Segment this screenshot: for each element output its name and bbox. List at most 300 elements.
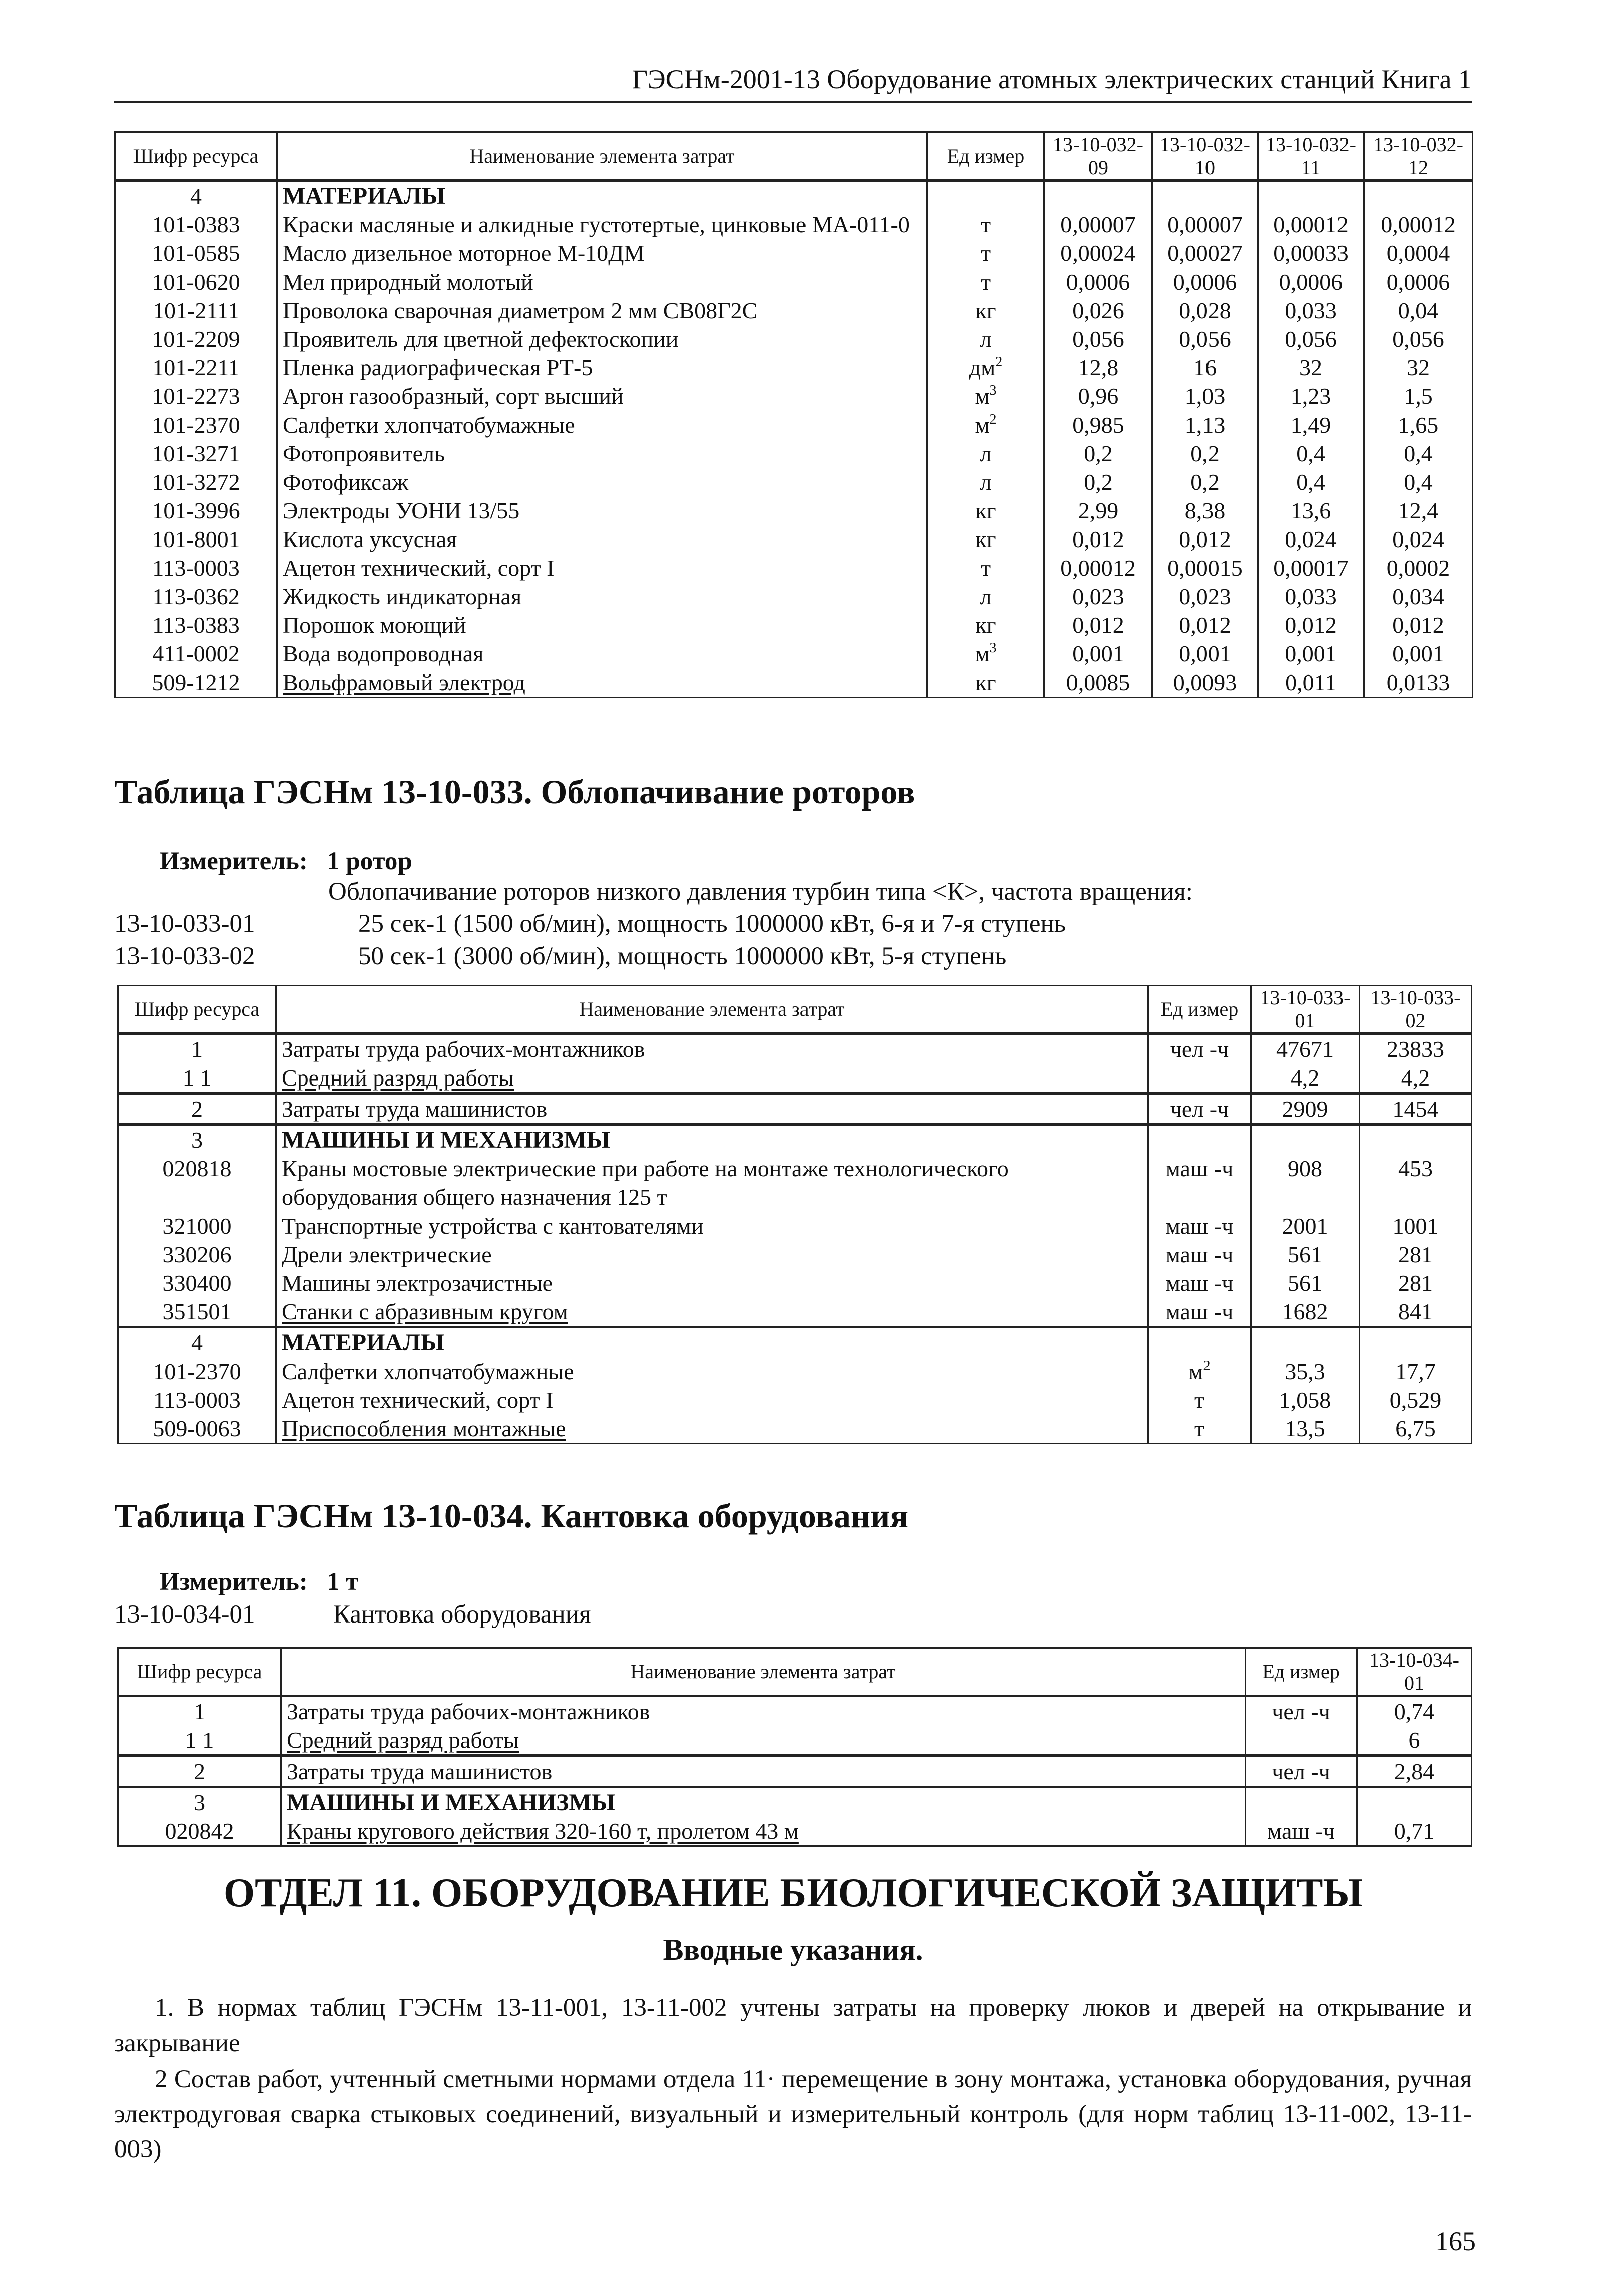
resource-code: 101-2273 — [115, 382, 277, 411]
column-header: 13-10-032-09 — [1044, 132, 1152, 181]
unit-text: чел -ч — [1272, 1759, 1330, 1784]
value-cell: 0,00033 — [1258, 239, 1364, 267]
column-header: Шифр ресурса — [118, 1648, 281, 1696]
unit-exponent: 2 — [989, 412, 997, 427]
unit-cell — [927, 439, 1044, 468]
unit-cell — [927, 239, 1044, 267]
unit-cell — [1246, 1756, 1357, 1787]
unit-cell — [927, 181, 1044, 211]
value-cell: 841 — [1360, 1297, 1472, 1327]
column-header: 13-10-032-10 — [1152, 132, 1258, 181]
meter-value: 1 т — [327, 1568, 359, 1596]
cost-element-name: Проявитель для цветной дефектоскопии — [277, 325, 927, 353]
value-cell: 0,2 — [1152, 468, 1258, 496]
unit-text: маш -ч — [1165, 1270, 1234, 1296]
column-header: Ед измер — [1246, 1648, 1357, 1696]
meter-label: Измеритель: — [160, 847, 308, 875]
column-header: Наименование элемента затрат — [277, 132, 927, 181]
table-row — [115, 611, 1473, 639]
table-row — [115, 353, 1473, 382]
cost-element-name: Дрели электрические — [276, 1240, 1148, 1269]
unit-text: маш -ч — [1165, 1299, 1234, 1324]
cost-element-name: МАТЕРИАЛЫ — [277, 181, 927, 211]
table-row — [115, 411, 1473, 439]
unit-cell — [927, 325, 1044, 353]
value-cell: 0,024 — [1258, 525, 1364, 554]
value-cell: 0,96 — [1044, 382, 1152, 411]
norm-description: Кантовка оборудования — [333, 1600, 591, 1629]
unit-text: т — [1194, 1387, 1205, 1413]
norm-line — [114, 940, 255, 972]
cost-element-name: МАШИНЫ И МЕХАНИЗМЫ — [276, 1125, 1148, 1155]
value-cell: 1,5 — [1364, 382, 1473, 411]
cost-element-name: Затраты труда машинистов — [281, 1756, 1246, 1787]
value-cell: 23833 — [1360, 1034, 1472, 1064]
table-034-meter — [160, 1567, 358, 1597]
column-header: Ед измер — [1148, 986, 1251, 1034]
resource-code: 113-0003 — [115, 554, 277, 582]
resource-code: 351501 — [118, 1297, 276, 1327]
unit-cell — [1148, 1211, 1251, 1240]
page-number: 165 — [1435, 2226, 1476, 2256]
column-header: Шифр ресурса — [118, 986, 276, 1034]
norm-code: 13-10-033-01 — [114, 910, 255, 938]
resource-code: 411-0002 — [115, 639, 277, 668]
table-row — [118, 1726, 1472, 1756]
unit-cell — [1246, 1787, 1357, 1817]
cost-element-name: Станки с абразивным кругом — [276, 1297, 1148, 1327]
unit-text: чел -ч — [1170, 1096, 1229, 1122]
value-cell: 0,0006 — [1044, 267, 1152, 296]
table-row — [115, 525, 1473, 554]
resource-code: 509-0063 — [118, 1414, 276, 1444]
value-cell: 0,4 — [1364, 468, 1473, 496]
value-cell: 2001 — [1251, 1211, 1360, 1240]
value-cell: 1001 — [1360, 1211, 1472, 1240]
cost-element-name: МАШИНЫ И МЕХАНИЗМЫ — [281, 1787, 1246, 1817]
table-row — [115, 382, 1473, 411]
unit-cell — [927, 267, 1044, 296]
resource-code: 101-3272 — [115, 468, 277, 496]
value-cell: 0,033 — [1258, 296, 1364, 325]
value-cell: 47671 — [1251, 1034, 1360, 1064]
header-row — [115, 132, 1473, 181]
unit-cell — [1148, 1386, 1251, 1414]
value-cell: 0,001 — [1044, 639, 1152, 668]
table-row — [118, 1094, 1472, 1125]
value-cell: 0,0006 — [1152, 267, 1258, 296]
resource-code: 101-2370 — [115, 411, 277, 439]
cost-element-name: Краски масляные и алкидные густотертые, цинковые МА-011-0 — [277, 210, 927, 239]
running-header: ГЭСНм-2001-13 Оборудование атомных электрических станций Книга 1 — [632, 64, 1472, 94]
table-row — [115, 582, 1473, 611]
unit-text: кг — [975, 612, 996, 638]
table-row — [115, 668, 1473, 698]
value-cell — [1360, 1125, 1472, 1155]
value-cell: 0,012 — [1152, 611, 1258, 639]
table-row — [115, 496, 1473, 525]
value-cell: 0,034 — [1364, 582, 1473, 611]
unit-cell — [927, 554, 1044, 582]
cost-element-name: Вода водопроводная — [277, 639, 927, 668]
unit-cell — [1148, 1094, 1251, 1125]
unit-text: т — [980, 555, 991, 581]
unit-cell — [1148, 1269, 1251, 1297]
table-row — [115, 325, 1473, 353]
value-cell: 0,00024 — [1044, 239, 1152, 267]
value-cell: 0,0006 — [1364, 267, 1473, 296]
unit-cell — [1148, 1125, 1251, 1155]
norm-description: 50 сек-1 (3000 об/мин), мощность 1000000 кВт, 5-я ступень — [358, 942, 1007, 970]
value-cell: 561 — [1251, 1240, 1360, 1269]
unit-cell — [927, 639, 1044, 668]
resource-code: 4 — [118, 1327, 276, 1358]
table-034-title: Таблица ГЭСНм 13-10-034. Кантовка оборудования — [114, 1497, 909, 1535]
meter-value: 1 ротор — [327, 847, 412, 875]
unit-cell — [1246, 1817, 1357, 1846]
norm-description: 25 сек-1 (1500 об/мин), мощность 1000000 кВт, 6-я и 7-я ступень — [358, 910, 1066, 938]
value-cell: 0,71 — [1357, 1817, 1472, 1846]
cost-element-name: Приспособления монтажные — [276, 1414, 1148, 1444]
value-cell — [1364, 181, 1473, 211]
section-row — [118, 1125, 1472, 1155]
value-cell: 0,056 — [1258, 325, 1364, 353]
resource-code: 4 — [115, 181, 277, 211]
unit-text: кг — [975, 498, 996, 523]
value-cell: 0,026 — [1044, 296, 1152, 325]
header-rule — [114, 101, 1472, 103]
value-cell: 0,012 — [1258, 611, 1364, 639]
unit-cell — [927, 411, 1044, 439]
unit-cell — [927, 582, 1044, 611]
value-cell: 1454 — [1360, 1094, 1472, 1125]
cost-element-name: Жидкость индикаторная — [277, 582, 927, 611]
value-cell: 0,0004 — [1364, 239, 1473, 267]
table-row — [115, 239, 1473, 267]
value-cell: 908 — [1251, 1154, 1360, 1211]
unit-cell — [1246, 1726, 1357, 1756]
value-cell: 0,4 — [1258, 468, 1364, 496]
value-cell: 0,04 — [1364, 296, 1473, 325]
resource-code: 101-2211 — [115, 353, 277, 382]
section-row — [115, 181, 1473, 211]
table-row — [115, 439, 1473, 468]
value-cell: 1,03 — [1152, 382, 1258, 411]
cost-element-name: Средний разряд работы — [276, 1063, 1148, 1094]
unit-exponent: 2 — [995, 354, 1003, 370]
header-row — [118, 986, 1472, 1034]
column-header: Наименование элемента затрат — [281, 1648, 1246, 1696]
resource-code: 1 1 — [118, 1063, 276, 1094]
value-cell: 0,0133 — [1364, 668, 1473, 698]
table-row — [118, 1240, 1472, 1269]
table-row — [118, 1154, 1472, 1211]
value-cell: 1,058 — [1251, 1386, 1360, 1414]
value-cell — [1152, 181, 1258, 211]
value-cell: 1,49 — [1258, 411, 1364, 439]
resource-code: 1 — [118, 1696, 281, 1726]
unit-cell — [1148, 1297, 1251, 1327]
value-cell — [1251, 1125, 1360, 1155]
table-row — [115, 267, 1473, 296]
value-cell: 0,012 — [1152, 525, 1258, 554]
resource-code: 101-2111 — [115, 296, 277, 325]
value-cell: 0,985 — [1044, 411, 1152, 439]
value-cell: 0,74 — [1357, 1696, 1472, 1726]
column-header: 13-10-034-01 — [1357, 1648, 1472, 1696]
unit-text: м — [975, 412, 990, 438]
section-row — [118, 1327, 1472, 1358]
unit-cell — [1148, 1414, 1251, 1444]
value-cell — [1251, 1327, 1360, 1358]
unit-text: кг — [975, 669, 996, 695]
resource-code: 509-1212 — [115, 668, 277, 698]
column-header: 13-10-033-01 — [1251, 986, 1360, 1034]
value-cell: 0,00012 — [1258, 210, 1364, 239]
resource-code: 101-2209 — [115, 325, 277, 353]
value-cell: 16 — [1152, 353, 1258, 382]
unit-text: т — [1194, 1416, 1205, 1441]
header-row — [118, 1648, 1472, 1696]
value-cell: 1,65 — [1364, 411, 1473, 439]
resource-code: 113-0362 — [115, 582, 277, 611]
value-cell: 0,001 — [1364, 639, 1473, 668]
value-cell: 0,012 — [1364, 611, 1473, 639]
value-cell — [1044, 181, 1152, 211]
cost-element-name: Краны кругового действия 320-160 т, пролетом 43 м — [281, 1817, 1246, 1846]
cost-element-name: Салфетки хлопчатобумажные — [277, 411, 927, 439]
cost-element-name: Электроды УОНИ 13/55 — [277, 496, 927, 525]
value-cell: 0,00027 — [1152, 239, 1258, 267]
table-row — [115, 210, 1473, 239]
unit-cell — [1148, 1154, 1251, 1211]
value-cell: 281 — [1360, 1240, 1472, 1269]
value-cell: 0,056 — [1152, 325, 1258, 353]
cost-element-name: Фотофиксаж — [277, 468, 927, 496]
value-cell: 12,4 — [1364, 496, 1473, 525]
value-cell: 453 — [1360, 1154, 1472, 1211]
table-033-meter — [160, 846, 412, 876]
value-cell: 0,033 — [1258, 582, 1364, 611]
value-cell: 1,13 — [1152, 411, 1258, 439]
unit-text: л — [980, 441, 992, 466]
unit-text: т — [980, 212, 991, 237]
unit-text: маш -ч — [1165, 1156, 1234, 1181]
unit-text: кг — [975, 526, 996, 552]
column-header: 13-10-032-11 — [1258, 132, 1364, 181]
value-cell: 0,00007 — [1152, 210, 1258, 239]
value-cell: 8,38 — [1152, 496, 1258, 525]
value-cell: 17,7 — [1360, 1357, 1472, 1386]
value-cell: 4,2 — [1251, 1063, 1360, 1094]
unit-cell — [927, 468, 1044, 496]
table-row — [115, 554, 1473, 582]
cost-element-name: Аргон газообразный, сорт высший — [277, 382, 927, 411]
unit-text: л — [980, 584, 992, 609]
unit-text: маш -ч — [1165, 1213, 1234, 1239]
cost-element-name: Затраты труда рабочих-монтажников — [281, 1696, 1246, 1726]
value-cell — [1360, 1327, 1472, 1358]
value-cell: 0,024 — [1364, 525, 1473, 554]
resource-code: 1 — [118, 1034, 276, 1064]
unit-cell — [1148, 1063, 1251, 1094]
value-cell: 6 — [1357, 1726, 1472, 1756]
cost-element-name: Фотопроявитель — [277, 439, 927, 468]
value-cell: 0,001 — [1152, 639, 1258, 668]
table-row — [118, 1696, 1472, 1726]
value-cell: 1682 — [1251, 1297, 1360, 1327]
table-033-intro: Облопачивание роторов низкого давления турбин типа <К>, частота вращения: — [328, 878, 1193, 906]
cost-element-name: Кислота уксусная — [277, 525, 927, 554]
value-cell: 0,028 — [1152, 296, 1258, 325]
resource-code: 3 — [118, 1125, 276, 1155]
table-row — [118, 1211, 1472, 1240]
unit-text: дм — [969, 355, 996, 380]
resource-code: 020818 — [118, 1154, 276, 1211]
unit-text: л — [980, 326, 992, 352]
value-cell: 561 — [1251, 1269, 1360, 1297]
unit-text: м — [1188, 1359, 1203, 1384]
resource-code: 101-0383 — [115, 210, 277, 239]
column-header: 13-10-033-02 — [1360, 986, 1472, 1034]
table-row — [118, 1817, 1472, 1846]
cost-element-name: Проволока сварочная диаметром 2 мм СВ08Г2С — [277, 296, 927, 325]
value-cell: 0,0002 — [1364, 554, 1473, 582]
resource-code: 020842 — [118, 1817, 281, 1846]
intro-paragraph-2: 2 Состав работ, учтенный сметными нормами отдела 11· перемещение в зону монтажа, установка оборудования, ручная электродуговая сварка стыковых соединений, визуальный и измерительный контроль (для норм таблиц 13-11-002, 13-11-003) — [114, 2065, 1472, 2164]
unit-cell — [927, 382, 1044, 411]
intro-title: Вводные указания. — [663, 1933, 923, 1966]
value-cell: 0,0093 — [1152, 668, 1258, 698]
resource-code: 1 1 — [118, 1726, 281, 1756]
unit-cell — [927, 611, 1044, 639]
resource-code: 101-0585 — [115, 239, 277, 267]
unit-cell — [1148, 1357, 1251, 1386]
norm-line — [114, 1599, 255, 1630]
unit-cell — [927, 296, 1044, 325]
unit-text: чел -ч — [1272, 1699, 1330, 1724]
column-header: Наименование элемента затрат — [276, 986, 1148, 1034]
unit-cell — [1148, 1327, 1251, 1358]
unit-cell — [927, 210, 1044, 239]
table-033-title: Таблица ГЭСНм 13-10-033. Облопачивание роторов — [114, 773, 915, 811]
norm-code: 13-10-033-02 — [114, 942, 255, 970]
value-cell: 12,8 — [1044, 353, 1152, 382]
cost-element-name: Краны мостовые электрические при работе на монтаже технологического оборудования общего назначения 125 т — [276, 1154, 1148, 1211]
table-row — [118, 1414, 1472, 1444]
cost-element-name: Мел природный молотый — [277, 267, 927, 296]
value-cell: 0,023 — [1044, 582, 1152, 611]
value-cell: 13,6 — [1258, 496, 1364, 525]
cost-element-name: Салфетки хлопчатобумажные — [276, 1357, 1148, 1386]
value-cell — [1357, 1787, 1472, 1817]
value-cell: 0,0085 — [1044, 668, 1152, 698]
value-cell: 32 — [1258, 353, 1364, 382]
value-cell: 0,00007 — [1044, 210, 1152, 239]
value-cell: 1,23 — [1258, 382, 1364, 411]
value-cell: 2909 — [1251, 1094, 1360, 1125]
value-cell: 0,2 — [1044, 468, 1152, 496]
table-row — [118, 1386, 1472, 1414]
unit-cell — [1148, 1240, 1251, 1269]
unit-exponent: 3 — [989, 383, 997, 398]
table-row — [118, 1297, 1472, 1327]
value-cell: 0,00012 — [1364, 210, 1473, 239]
unit-text: маш -ч — [1267, 1818, 1335, 1844]
value-cell — [1258, 181, 1364, 211]
value-cell: 0,00015 — [1152, 554, 1258, 582]
value-cell: 0,012 — [1044, 525, 1152, 554]
unit-cell — [927, 668, 1044, 698]
cost-element-name: Средний разряд работы — [281, 1726, 1246, 1756]
table-row — [118, 1756, 1472, 1787]
cost-element-name: Затраты труда рабочих-монтажников — [276, 1034, 1148, 1064]
resource-code: 113-0003 — [118, 1386, 276, 1414]
value-cell: 0,012 — [1044, 611, 1152, 639]
value-cell: 0,001 — [1258, 639, 1364, 668]
value-cell: 281 — [1360, 1269, 1472, 1297]
resource-code: 330206 — [118, 1240, 276, 1269]
table-row — [118, 1357, 1472, 1386]
value-cell: 0,00012 — [1044, 554, 1152, 582]
value-cell: 0,529 — [1360, 1386, 1472, 1414]
cost-element-name: МАТЕРИАЛЫ — [276, 1327, 1148, 1358]
table-13-10-034 — [117, 1647, 1472, 1847]
unit-cell — [927, 496, 1044, 525]
value-cell: 0,0006 — [1258, 267, 1364, 296]
unit-text: м — [975, 383, 990, 409]
table-13-10-032-materials — [114, 131, 1473, 698]
unit-text: кг — [975, 298, 996, 323]
cost-element-name: Ацетон технический, сорт I — [277, 554, 927, 582]
table-row — [115, 296, 1473, 325]
unit-text: маш -ч — [1165, 1242, 1234, 1267]
resource-code: 321000 — [118, 1211, 276, 1240]
cost-element-name: Транспортные устройства с кантователями — [276, 1211, 1148, 1240]
column-header: Ед измер — [927, 132, 1044, 181]
unit-text: м — [975, 641, 990, 666]
cost-element-name: Машины электрозачистные — [276, 1269, 1148, 1297]
cost-element-name: Затраты труда машинистов — [276, 1094, 1148, 1125]
value-cell: 0,4 — [1364, 439, 1473, 468]
table-row — [115, 468, 1473, 496]
value-cell: 0,2 — [1152, 439, 1258, 468]
value-cell: 0,056 — [1044, 325, 1152, 353]
cost-element-name: Масло дизельное моторное М-10ДМ — [277, 239, 927, 267]
value-cell: 0,011 — [1258, 668, 1364, 698]
value-cell: 13,5 — [1251, 1414, 1360, 1444]
unit-cell — [927, 525, 1044, 554]
resource-code: 2 — [118, 1756, 281, 1787]
unit-exponent: 2 — [1203, 1358, 1211, 1374]
column-header: Шифр ресурса — [115, 132, 277, 181]
resource-code: 101-3271 — [115, 439, 277, 468]
intro-paragraph-1: 1. В нормах таблиц ГЭСНм 13-11-001, 13-11-002 учтены затраты на проверку люков и дверей на открывание и закрывание — [114, 1994, 1472, 2057]
table-13-10-033 — [117, 985, 1472, 1444]
cost-element-name: Ацетон технический, сорт I — [276, 1386, 1148, 1414]
cost-element-name: Порошок моющий — [277, 611, 927, 639]
value-cell: 0,023 — [1152, 582, 1258, 611]
unit-text: т — [980, 269, 991, 295]
cost-element-name: Пленка радиографическая РТ-5 — [277, 353, 927, 382]
table-row — [118, 1034, 1472, 1064]
resource-code: 113-0383 — [115, 611, 277, 639]
meter-label: Измеритель: — [160, 1568, 308, 1596]
value-cell: 32 — [1364, 353, 1473, 382]
unit-exponent: 3 — [989, 640, 997, 656]
value-cell: 2,99 — [1044, 496, 1152, 525]
table-row — [118, 1269, 1472, 1297]
